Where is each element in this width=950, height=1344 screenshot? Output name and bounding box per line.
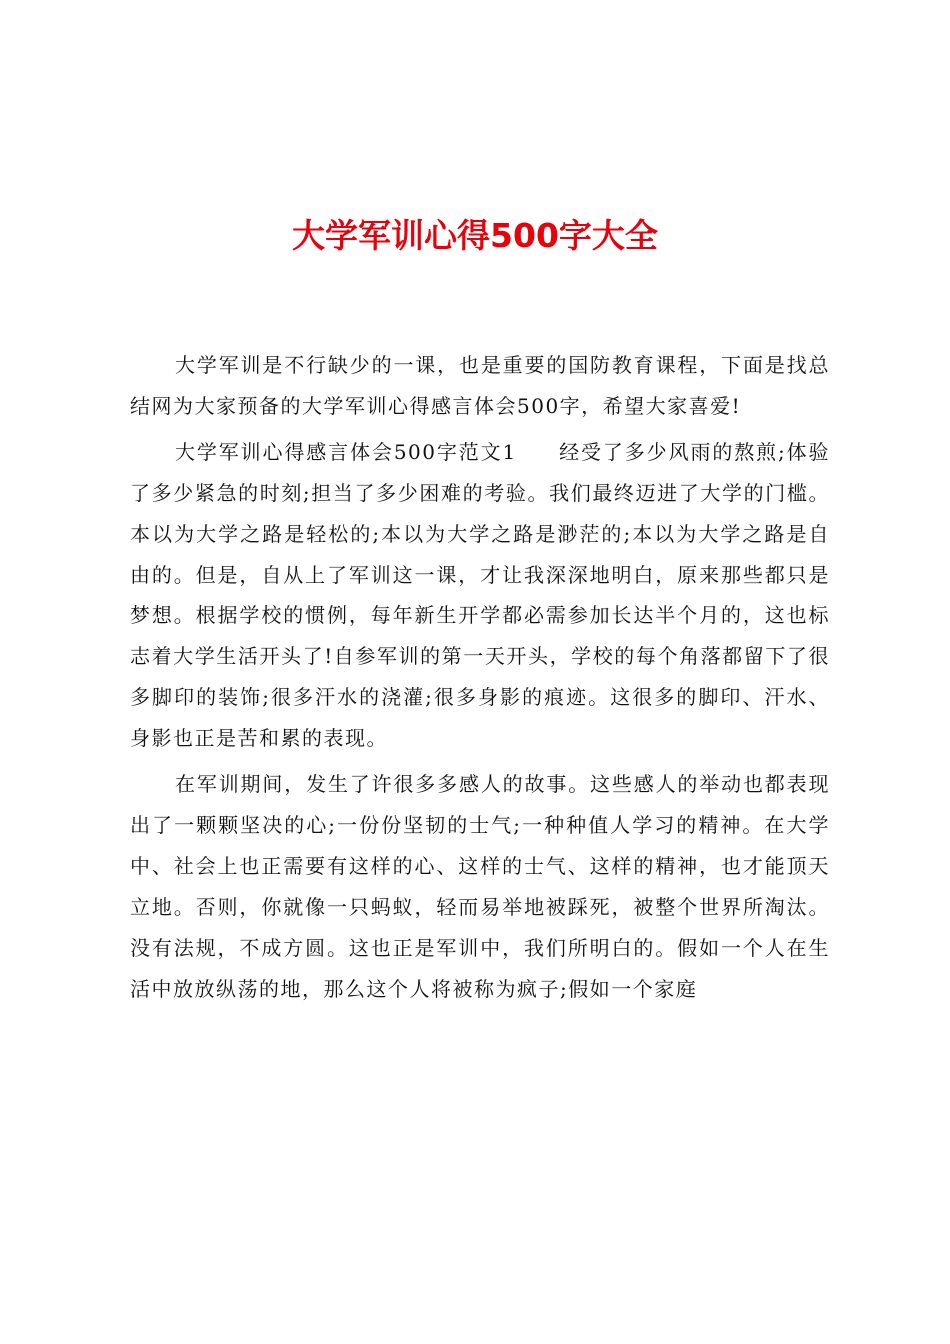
document-body bbox=[130, 345, 830, 1010]
intro-paragraph bbox=[130, 345, 830, 427]
section-heading: 大学军训心得感言体会500字范文1 bbox=[175, 439, 517, 464]
essay-text-1: 经受了多少风雨的熬煎;体验了多少紧急的时刻;担当了多少困难的考验。我们最终迈进了大学的门槛。本以为大学之路是轻松的;本以为大学之路是渺茫的;本以为大学之路是自由的。但是，自从上了军训这一课，才让我深深地明白，原来那些都只是梦想。根据学校的惯例，每年新生开学都必需参加长达半个月的，这也标志着大学生活开头了!自参军训的第一天开头，学校的每个角落都留下了很多脚印的装饰;很多汗水的浇灌;很多身影的痕迹。这很多的脚印、汗水、身影也正是苦和累的表现。 bbox=[130, 439, 830, 751]
essay-paragraph-1 bbox=[130, 432, 830, 759]
essay-text-2: 在军训期间，发生了许很多多感人的故事。这些感人的举动也都表现出了一颗颗坚决的心;一份份坚韧的士气;一种种值人学习的精神。在大学中、社会上也正需要有这样的心、这样的士气、这样的精神，也才能顶天立地。否则，你就像一只蚂蚁，轻而易举地被踩死，被整个世界所淘汰。没有法规，不成方圆。这也正是军训中，我们所明白的。假如一个人在生活中放放纵荡的地，那么这个人将被称为疯子;假如一个家庭 bbox=[130, 772, 830, 1001]
intro-text: 大学军训是不行缺少的一课，也是重要的国防教育课程，下面是找总结网为大家预备的大学军训心得感言体会500字，希望大家喜爱! bbox=[130, 353, 830, 418]
document-title: 大学军训心得500字大全 bbox=[292, 216, 658, 255]
essay-paragraph-2 bbox=[130, 764, 830, 1009]
